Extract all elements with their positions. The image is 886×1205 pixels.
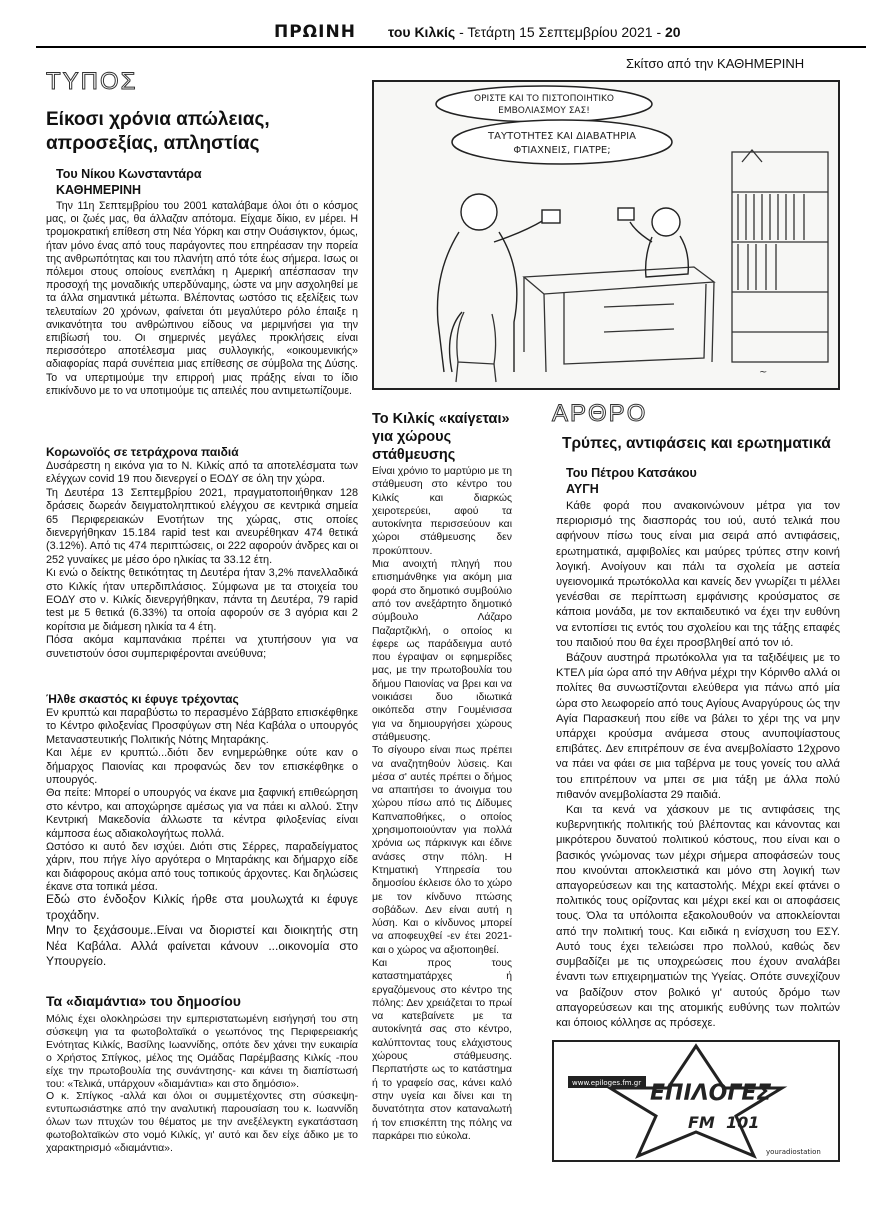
arthro-p2: Βάζουν αυστηρά πρωτόκολλα για τα ταξιδέψεις με το ΚΤΕΛ μία ώρα από την Αθήνα μέχρι την Κόρινθο αλλά οι πολίτες θα συνωστίζονται ελεύθερα για πάνω από μία ώρα στο λεωφορείο από τους Αγίους Αναργύρους ώς την Αγία Παρασκευή που είθε να βάλει το χέρι της να μην υπάρχει κρούσμα ανάμεσα στους ανυποψίαστους επιβάτες. Δεν επιτρέπουν σε ένα ανεμβολίαστο 12χρονο να πάει να φάει σε μια ταβέρνα με τους γονείς του αλλά του επιτρέπουν να μπει σε μια τάξη με άλλα πολύ πιθανόν ανεμβολίαστα 29 παιδιά. [556, 652, 840, 801]
kilkis-p3: Το σίγουρο είναι πως πρέπει να αναζητηθούν λύσεις. Και μέσα σ' αυτές πρέπει ο δήμος να απαιτήσει το άνοιγμα του χώρου πίσω από τις Δίδυμες Καπναποθήκες, ο οποίος χρησιμοποιούνταν για πολλά χρόνια ως πάρκινγκ και έδινε ανάσες στην πόλη. Η Κτηματική Υπηρεσία του δημοσίου έκλεισε όλο το χώρο με τον κίνδυνο πτώσης σοβάδων. Δεν είναι αυτή η λύση. Και ο κίνδυνος μπορεί να αποφευχθεί -εν έτει 2021- και ο χώρος να αξιοποιηθεί. [372, 745, 512, 956]
station-fm: FM [688, 1113, 715, 1132]
kilkis-body [372, 465, 512, 1143]
arthro-p3: Και τα κενά να χάσκουν με τις αντιφάσεις της κυβερνητικής πολιτικής τού βλέποντας και κάνοντας και μικρότερου δυνατού πολιτικού κόστους, που είναι και ο βασικός γνώμονας των μέχρι σήμερα αποφάσεών τους που κινούνται αποκλειστικά και μόνο στη λογική των απαγορεύσεων και της καταστολής. Μέχρι εκεί φτάνει ο πολιτικός τους ορίζοντας και μέχρι εκεί και οι αποφάσεις τους. Όλα τα υπόλοιπα εξακολουθούν να αποκλείονται από την πολιτική τους. Και ειδικά η ενίσχυση του ΕΣΥ. Αυτό τους έχει τελειώσει προ πολλού, καθώς δεν συμβαδίζει με τις υποχρεώσεις που έχουν αναλάβει έναντι των επιχειρηματιών της Υγείας. Οπότε συνεχίζουν να βαδίζουν στον βολικό γι' αυτούς δρόμο των απαγορεύσεων και της ατομικής ευθύνης των πολιτών και όποιος κόλλησε ας πρόσεχε. [556, 804, 840, 1029]
header-info [388, 24, 681, 40]
cartoon-signature: ~ [759, 367, 768, 378]
typos-source: ΚΑΘΗΜΕΡΙΝΗ [56, 183, 142, 197]
station-name: ΕΠΙΛΟΓΕΣ [650, 1081, 772, 1106]
kilkis-headline-line3: στάθμευσης [372, 447, 456, 463]
kilkis-p1: Είναι χρόνιο το μαρτύριο με τη στάθμευση στο κέντρο του Κιλκίς και διαρκώς χειροτερεύει, αφού τα αυτοκίνητα περισσεύουν και χώροι στάθμευσης δεν προκύπτουν. [372, 466, 512, 557]
arthro-source: ΑΥΓΗ [566, 482, 599, 496]
cartoon-bubble-1-line1: ΟΡΙΣΤΕ ΚΑΙ ΤΟ ΠΙΣΤΟΠΟΙΗΤΙΚΟ [473, 94, 615, 104]
station-frequency: 101 [726, 1113, 760, 1132]
diamantia-body [46, 1013, 358, 1155]
korona-p2: Τη Δευτέρα 13 Σεπτεμβρίου 2021, πραγματοποιήθηκαν 128 δράσεις δωρεάν δειγματοληπτικού ελέγχου σε κεντρικά σημεία 65 Περιφερειακών Ενοτήτων της χώρας, στις οποίες διενεργήθηκαν 15.184 rapid test και ανευρέθηκαν 474 θετικά (3.12%). Από τις 474 περιπτώσεις, οι 222 αφορούν άνδρες και οι 252 γυναίκες με μέσο όρο ηλικίας τα 33.12 έτη. [46, 486, 358, 566]
cartoon-bubble-1-line2: ΕΜΒΟΛΙΑΣΜΟΥ ΣΑΣ! [498, 106, 590, 116]
header-separator-2: - [656, 24, 662, 40]
bookshelf [732, 150, 828, 362]
editorial-cartoon [372, 80, 840, 390]
kilkis-headline-line1: Το Κιλκίς «καίγεται» [372, 411, 510, 427]
kilkis-headline-line2: για χώρους [372, 429, 452, 445]
typos-headline-line1: Είκοσι χρόνια απώλειας, [46, 109, 270, 130]
korona-body [46, 460, 358, 661]
skastos-title: Ήλθε σκαστός κι έφυγε τρέχοντας [46, 692, 239, 706]
skastos-p6: Μην το ξεχάσουμε..Είναι να διοριστεί και διοικητής στη Νέα Καβάλα. Αλλά φαίνεται κάνουν ...οικονομία στο Υπουργείο. [46, 923, 358, 969]
page-header [36, 22, 866, 50]
typos-byline [56, 166, 202, 198]
typos-author: Του Νίκου Κωνσταντάρα [56, 167, 202, 181]
kilkis-p2: Μια ανοιχτή πληγή που επισημάνθηκε για ακόμη μια φορά στο δημοτικό συμβούλιο από τον ανεξάρτητο δημοτικό σύμβουλο Λάζαρο Παζαρτζικλή, ο οποίος κι έφερε ως παράδειγμα αυτό που έγραψαν οι εφημερίδες μας, με την πρωτοβουλία του δήμου Παιονίας να βρει και να νοικιάσει δυο ιδιωτικά οικόπεδα στην Γουμένισσα για να δημιουργήσει χώρους στάθμευσης. [372, 559, 512, 743]
header-separator: - [459, 24, 464, 40]
skastos-p1: Εν κρυπτώ και παραβύστω το περασμένο Σάββατο επισκέφθηκε το Κέντρο φιλοξενίας Προσφύγων στη Νέα Καβάλα ο υπουργός Μεταναστευτικής Πολιτικής Νότης Μηταράκης. [46, 707, 358, 746]
diamantia-title: Τα «διαμάντια» του δημοσίου [46, 993, 241, 1009]
korona-p3: Κι ενώ ο δείκτης θετικότητας τη Δευτέρα ήταν 3,2% πανελλαδικά στο Κιλκίς ήταν υπερδιπλάσιος. Σύμφωνα με τα στοιχεία του ΕΟΔΥ στο ν. Κιλκίς διενεργήθηκαν, πάντα τη Δευτέρα, 79 rapid test με 5 θετικά (6.33%) τα οποία αφορούν σε 3 αγόρια και 2 κορίτσια με διάμεση ηλικία τα 4 έτη. [46, 567, 358, 633]
skastos-p5: Εδώ στο ένδοξον Κιλκίς ήρθε στα μουλωχτά κι έφυγε τροχάδην. [46, 892, 358, 922]
skastos-p4: Ωστόσο κι αυτό δεν ισχύει. Διότι στις Σέρρες, παραδείγματος χάριν, που πήγε λίγο αργότερα ο Μηταράκης και δήμαρχο είδε και διάφορους ακόμα από τους τοπικούς άρχοντες. Και δηλώσεις έκανε στα τοπικά μέσα. [46, 841, 358, 894]
cartoon-drawing [374, 82, 838, 388]
skastos-body-large [46, 892, 358, 970]
typos-paragraph: Την 11η Σεπτεμβρίου του 2001 καταλάβαμε όλοι ότι ο κόσμος μας, οι ζωές μας, θα άλλαζαν απότομα. Είχαμε δίκιο, εν μέρει. Η τρομοκρατική επίθεση στη Νέα Υόρκη και στην Ουάσιγκτον, όμως, ήταν μόνο ένας από τους παράγοντες που επηρέασαν την πορεία της ανθρωπότητας και του πλανήτη από τότε έως σήμερα. Ισως οι πόλεμοι στους οποίους ενεπλάκη η Αμερική απέσπασαν την προσοχή της μοναδικής υπερδύναμης, ώστε να μην ασχοληθεί με τα άλλα σημαντικά μέτωπα. Βλέποντας ωστόσο τις εξελίξεις των τελευταίων 20 χρόνων, φαίνεται ότι μεγαλύτερο ρόλο έπαιξε η ανικανότητα του ανθρώπινου είδους να μεριμνήσει για την επιβίωσή του. Οι σημερινές μεγάλες προκλήσεις είναι περισσότερο αποτέλεσμα μιας συλλογικής, «οικουμενικής» αδιαφορίας παρά συνέπεια μιας επίθεσης σε σύμβολα της Δύσης. Το να υπερτιμούμε την επιρροή μιας πράξης είναι το ίδιο επικίνδυνο με το να υποτιμούμε τις απειλές που αντιμετωπίζουμε. [46, 200, 358, 397]
skastos-body [46, 707, 358, 895]
cartoon-bubble-2-line1: ΤΑΥΤΟΤΗΤΕΣ ΚΑΙ ΔΙΑΒΑΤΗΡΙΑ [488, 131, 636, 142]
patient-figure [437, 194, 560, 372]
section-label-typos: ΤΥΠΟΣ [46, 68, 138, 95]
issue-date: Τετάρτη 15 Σεπτεμβρίου 2021 [467, 24, 653, 40]
header-rule [36, 46, 866, 48]
korona-p4: Πόσα ακόμα καμπανάκια πρέπει να χτυπήσουν για να συνετιστούν όσοι συμπεριφέρονται ανεύθυνα; [46, 634, 358, 660]
arthro-p1: Κάθε φορά που ανακοινώνουν μέτρα για τον περιορισμό της διασποράς του ιού, αυτό τελικά που αφήνουν πίσω τους είναι μια σειρά από αντιφάσεις, ερωτηματικά, αμφιβολίες και μαύρες τρύπες στην κοινή λογική. Ανοίγουν και πάλι τα σχολεία με αστεία υγειονομικά πρωτόκολλα και κανείς δεν γνωρίζει τι μέλλει γενέσθαι σε περίπτωση εμφάνισης κρούσματος σε κάποια μονάδα, με τον εκπαιδευτικό να έχει την ευθύνη να εντοπίσει τις εντός του σχολείου και της τάξης επαφές του παιδιού που θα έχει προσβληθεί από τον ιό. [556, 500, 840, 649]
typos-body [46, 200, 358, 398]
chair [456, 312, 496, 382]
skastos-p2: Και λέμε εν κρυπτώ...διότι δεν ενημερώθηκε ούτε καν ο δήμαρχος Παιονίας και προφανώς δεν τον επισκέφθηκε ο υπουργός. [46, 747, 358, 787]
typos-headline [46, 108, 346, 156]
station-tagline: youradiostation [766, 1148, 821, 1156]
arthro-headline: Τρύπες, αντιφάσεις και ερωτηματικά [562, 435, 831, 452]
arthro-author: Του Πέτρου Κατσάκου [566, 466, 697, 480]
desk [524, 267, 714, 372]
kilkis-headline [372, 410, 512, 464]
korona-p1: Δυσάρεστη η εικόνα για το Ν. Κιλκίς από τα αποτελέσματα των ελέγχων covid 19 που διενεργεί ο ΕΟΔΥ σε όλη την χώρα. [46, 460, 358, 486]
typos-headline-line2: απροσεξίας, απληστίας [46, 133, 260, 154]
masthead: ΠΡΩΙΝΗ [274, 22, 356, 42]
station-url: www.epiloges.fm.gr [572, 1079, 642, 1087]
skastos-p3: Θα πείτε: Μπορεί ο υπουργός να έκανε μια ξαφνική επιθεώρηση στο κέντρο, και αποχώρησε αμέσως για να πάει κι αλλού. Στην Κεντρική Μακεδονία άλλωστε τα κέντρα φιλοξενίας είναι κάμποσα έως αδιακολογήτως πολλά. [46, 787, 358, 840]
kilkis-p4: Και προς τους καταστηματάρχες ή εργαζόμενους στο κέντρο της πόλης: Δεν χρειάζεται το πρωί να κατεβαίνετε με τα αυτοκίνητά σας στο κέντρο, καλύπτοντας τους ελάχιστους χώρους στάθμευσης. Περπατήστε ως το κατάστημα ή το γραφείο σας, κάνει καλό στην υγεία και δίνει και τη δυνατότητα στον καταναλωτή ή τον επισκέπτη της πόλης να παρκάρει πιο εύκολα. [372, 957, 512, 1142]
diamantia-p2: Ο κ. Σπίγκος -αλλά και όλοι οι συμμετέχοντες στη σύσκεψη- εντυπωσιάστηκε από την αναλυτική παρουσίαση του κ. Ιωαννίδη όλων των πτυχών του θέματος με την ανεξέλεγκτη εγκατάσταση φωτοβολταϊκών στο νομό Κιλκίς, γι' αυτό και δεν είχε άδικο με το χαρακτηρισμό «διαμάντια». [46, 1090, 358, 1155]
diamantia-p1: Μόλις έχει ολοκληρώσει την εμπεριστατωμένη εισήγησή του στη σύσκεψη για τα φωτοβολταϊκά ο γεωπόνος της Περιφερειακής Ενότητας Κιλκίς, Βασίλης Ιωαννίδης, οπότε δεν χάνει την ευκαιρία ο Χρήστος Σπίγκος, μέλος της Ομάδας Παρέμβασης Κιλκίς -που είχε την πρωτοβουλία της συνάντησης- και κάνει τη διαπίστωσή του: «Τελικά, υπάρχουν «διαμάντια» και στο δημόσιο». [46, 1013, 358, 1090]
cartoon-bubble-2-line2: ΦΤΙΑΧΝΕΙΣ, ΓΙΑΤΡΕ; [513, 145, 611, 156]
arthro-body [556, 499, 840, 1031]
page-number: 20 [665, 24, 681, 40]
publication-sub: του Κιλκίς [388, 24, 456, 40]
radio-station-ad [552, 1040, 840, 1162]
sketch-credit: Σκίτσο από την ΚΑΘΗΜΕΡΙΝΗ [626, 56, 805, 71]
section-label-arthro: ΑΡΘΡΟ [552, 400, 648, 427]
doctor-figure [618, 208, 688, 277]
arthro-byline [566, 465, 697, 497]
korona-title: Κορωνοϊός σε τετράχρονα παιδιά [46, 445, 239, 459]
radio-logo [554, 1042, 838, 1160]
